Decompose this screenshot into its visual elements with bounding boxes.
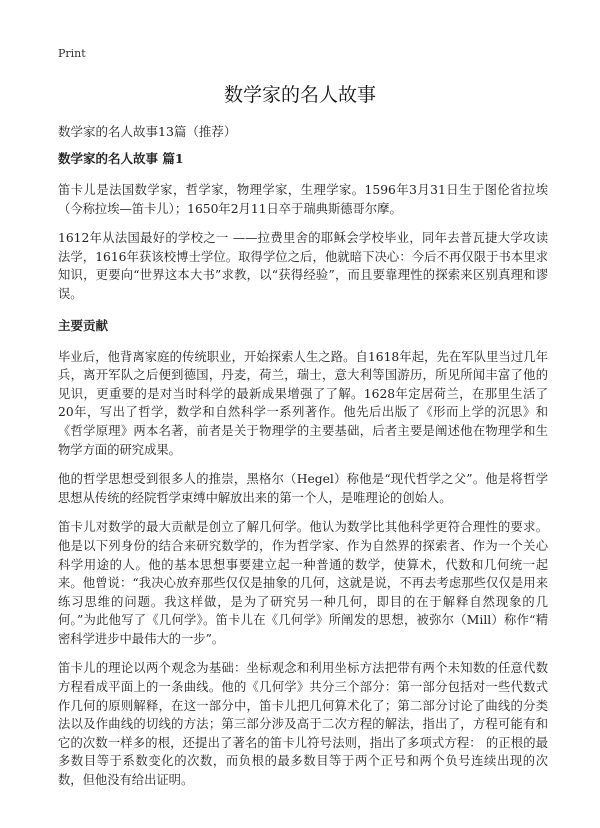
document-subtitle: 数学家的名人故事13篇（推荐） xyxy=(58,124,237,139)
paragraph-main-3: 笛卡儿对数学的最大贡献是创立了解几何学。他认为数学比其他科学更符合理性的要求。他是以下列身份的结合来研究数学的，作为哲学家、作为自然界的探索者、作为一个关心科学用途的人。他的基本思想事要建立起一种普通的数学，使算术，代数和几何统一起来。他曾说：“我决心放弃那些仅仅是抽象的几何，这就是说，不再去考虑那些仅仅是用来练习思维的问题。我这样做，是为了研究另一种几何，即目的在于解释自然现象的几何。”为此他写了《几何学》。笛卡儿在《几何学》所阐发的思想，被弥尔（Mill）称作“精密科学进步中最伟大的一步”。 xyxy=(58,520,548,646)
print-link[interactable]: Print xyxy=(58,47,86,60)
article-body xyxy=(58,148,548,801)
page-title: 数学家的名人故事 xyxy=(223,84,376,106)
paragraph-intro-2: 1612年从法国最好的学校之一 ——拉费里舍的耶稣会学校毕业，同年去普瓦捷大学攻读法学，1616年获该校博士学位。取得学位之后，他就暗下决心：今后不再仅限于书本里求知识，更要向“世界这本大书”求教，以“获得经验”，而且要靠理性的探索来区别真理和谬误。 xyxy=(58,231,548,301)
paragraph-intro-1: 笛卡儿是法国数学家，哲学家，物理学家，生理学家。1596年3月31日生于图伦省拉埃（今称拉埃—笛卡儿）；1650年2月11日卒于瑞典斯德哥尔摩。 xyxy=(58,183,548,216)
paragraph-main-4: 笛卡儿的理论以两个观念为基础：坐标观念和利用坐标方法把带有两个未知数的任意代数方程看成平面上的一条曲线。他的《几何学》共分三个部分：第一部分包括对一些代数式作几何的原则解释，在这一部分中，笛卡儿把几何算术化了；第二部分讨论了曲线的分类法以及作曲线的切线的方法；第三部分涉及高于二次方程的解法，指出了，方程可能有和它的次数一样多的根，还提出了著名的笛卡儿符号法则，指出了多项式方程： 的正根的最多数目等于系数变化的次数，而负根的最多数目等于两个正号和两个负号连续出现的次数，但他没有给出证明。 xyxy=(58,661,548,788)
paragraph-main-2: 他的哲学思想受到很多人的推崇，黑格尔（Hegel）称他是“现代哲学之父”。他是将哲学思想从传统的经院哲学束缚中解放出来的第一个人，是唯理论的创始人。 xyxy=(58,472,548,505)
paragraph-main-1: 毕业后，他背离家庭的传统职业，开始探索人生之路。自1618年起，先在军队里当过几年兵，离开军队之后便到德国，丹麦，荷兰，瑞士，意大利等国游历，所见所闻丰富了他的见识，更重要的是对当时科学的最新成果增强了了解。1628年定居荷兰，在那里生活了 20年，写出了哲学，数学和自然科学一系列著作。他先后出版了《形而上学的沉思》和《哲学原理》两本名著，前者是关于物理学的主要基础，后者主要是阐述他在物理学和生物学方面的研究成果。 xyxy=(58,349,548,457)
section-heading: 数学家的名人故事 篇1 xyxy=(58,151,184,166)
contributions-heading: 主要贡献 xyxy=(58,317,109,333)
